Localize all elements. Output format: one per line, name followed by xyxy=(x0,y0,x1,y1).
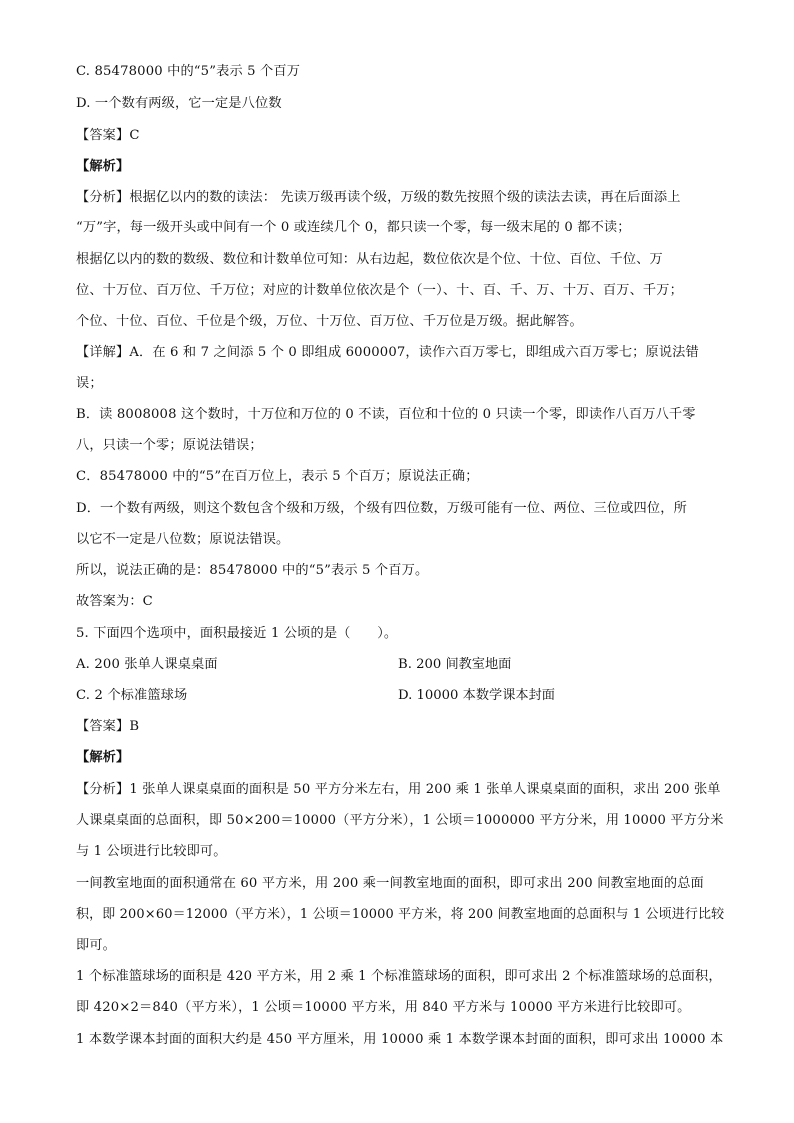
q4-analysis-line: “万”字，每一级开头或中间有一个 0 或连续几个 0，都只读一个零，每一级末尾的 0 都不读； xyxy=(76,220,631,235)
q4-analysis-line: 【分析】根据亿以内的数的读法： 先读万级再读个级，万级的数先按照个级的读法去读，再在后面添上 xyxy=(76,190,681,205)
q4-analysis-line: 八，只读一个零；原说法错误； xyxy=(76,438,263,453)
q5-analysis-line: 与 1 公顷进行比较即可。 xyxy=(76,844,227,859)
q5-analysis-line: 人课桌桌面的总面积，即 50×200＝10000（平方分米），1 公顷＝1000000 平方分米，用 10000 平方分米 xyxy=(76,813,724,828)
q4-analysis-line: 所以，说法正确的是：85478000 中的“5”表示 5 个百万。 xyxy=(76,563,429,578)
q5-analysis-line: 即 420×2＝840（平方米），1 公顷＝10000 平方米，用 840 平方米与 10000 平方米进行比较即可。 xyxy=(76,1000,691,1015)
q4-analysis-line: 以它不一定是八位数；原说法错误。 xyxy=(76,532,290,547)
q4-answer: 【答案】C xyxy=(76,128,140,143)
q5-option-c: C. 2 个标准篮球场 xyxy=(76,688,188,703)
q5-analysis-line: 1 本数学课本封面的面积大约是 450 平方厘米，用 10000 乘 1 本数学课本封面的面积，即可求出 10000 本 xyxy=(76,1032,724,1047)
q5-option-a: A. 200 张单人课桌桌面 xyxy=(76,657,218,672)
q5-analysis-line: 一间教室地面的面积通常在 60 平方米，用 200 乘一间教室地面的面积，即可求出 200 间教室地面的总面 xyxy=(76,876,704,891)
q4-analysis-line: 个位、十位、百位、千位是个级，万位、十万位、百万位、千万位是万级。据此解答。 xyxy=(76,314,583,329)
q4-analysis-line: 【详解】A．在 6 和 7 之间添 5 个 0 即组成 6000007，读作六百万零七，即组成六百万零七；原说法错 xyxy=(76,345,699,360)
q5-analysis-line: 积，即 200×60＝12000（平方米），1 公顷＝10000 平方米，将 200 间教室地面的总面积与 1 公顷进行比较 xyxy=(76,907,725,922)
q5-analysis-line: 【分析】1 张单人课桌桌面的面积是 50 平方分米左右，用 200 乘 1 张单人课桌桌面的面积，求出 200 张单 xyxy=(76,782,721,797)
q4-analysis-line: 根据亿以内的数的数级、数位和计数单位可知：从右边起，数位依次是个位、十位、百位、千位、万 xyxy=(76,252,663,267)
q4-option-c: C. 85478000 中的“5”表示 5 个百万 xyxy=(76,64,301,79)
q4-analysis-line: B．读 8008008 这个数时，十万位和万位的 0 不读，百位和十位的 0 只读一个零，即读作八百万八千零 xyxy=(76,407,696,422)
q5-analysis-heading: 【解析】 xyxy=(76,750,130,765)
q4-analysis-line: 故答案为：C xyxy=(76,594,153,609)
q4-analysis-heading: 【解析】 xyxy=(76,159,130,174)
q5-option-d: D. 10000 本数学课本封面 xyxy=(398,688,555,703)
q4-option-d: D. 一个数有两级，它一定是八位数 xyxy=(76,96,282,111)
q5-analysis-line: 1 个标准篮球场的面积是 420 平方米，用 2 乘 1 个标准篮球场的面积，即可求出 2 个标准篮球场的总面积， xyxy=(76,969,722,984)
q4-analysis-line: C．85478000 中的“5”在百万位上，表示 5 个百万；原说法正确； xyxy=(76,469,479,484)
q5-stem: 5. 下面四个选项中，面积最接近 1 公顷的是（ ）。 xyxy=(76,626,398,641)
q5-answer: 【答案】B xyxy=(76,719,140,734)
q5-analysis-line: 即可。 xyxy=(76,938,117,953)
q4-analysis-line: 位、十万位、百万位、千万位；对应的计数单位依次是个（一）、十、百、千、万、十万、百万、千万； xyxy=(76,283,683,298)
q5-option-b: B. 200 间教室地面 xyxy=(398,657,512,672)
q4-analysis-line: 误； xyxy=(76,376,103,391)
q4-analysis-line: D．一个数有两级，则这个数包含个级和万级，个级有四位数，万级可能有一位、两位、三位或四位，所 xyxy=(76,501,687,516)
